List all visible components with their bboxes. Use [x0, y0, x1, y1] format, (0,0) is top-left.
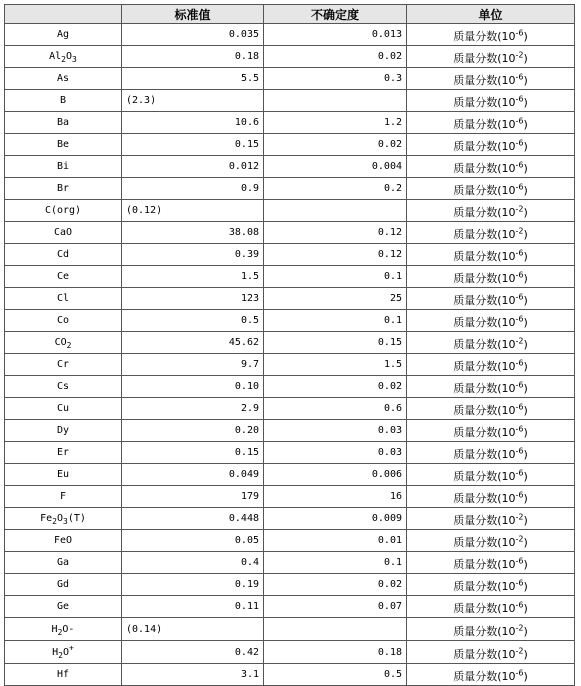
- unit-exponent: -6: [515, 182, 524, 192]
- cell-element: Cl: [5, 288, 122, 310]
- cell-uncertainty: 1.5: [264, 354, 407, 376]
- unit-exponent: -2: [515, 226, 524, 236]
- cell-standard-value: 0.18: [122, 46, 264, 68]
- cell-uncertainty: 0.2: [264, 178, 407, 200]
- unit-exponent: -6: [515, 314, 524, 324]
- cell-uncertainty: 0.02: [264, 376, 407, 398]
- cell-unit: 质量分数$(10^{-6})$: [407, 442, 575, 464]
- unit-exponent: -6: [515, 490, 524, 500]
- cell-uncertainty: 0.006: [264, 464, 407, 486]
- cell-element: Eu: [5, 464, 122, 486]
- table-row: [5, 178, 575, 200]
- cell-standard-value: 0.049: [122, 464, 264, 486]
- cell-element: F: [5, 486, 122, 508]
- table-row: [5, 376, 575, 398]
- cell-unit: 质量分数$(10^{-2})$: [407, 222, 575, 244]
- cell-unit: 质量分数$(10^{-2})$: [407, 530, 575, 552]
- cell-element: Gd: [5, 574, 122, 596]
- cell-element: Cr: [5, 354, 122, 376]
- cell-element: C(org): [5, 200, 122, 222]
- cell-uncertainty: 0.1: [264, 266, 407, 288]
- cell-element: B: [5, 90, 122, 112]
- cell-unit: 质量分数$(10^{-6})$: [407, 376, 575, 398]
- unit-exponent: -6: [515, 160, 524, 170]
- cell-unit: 质量分数$(10^{-6})$: [407, 574, 575, 596]
- cell-element: Cs: [5, 376, 122, 398]
- unit-exponent: -2: [515, 204, 524, 214]
- cell-standard-value: 0.15: [122, 442, 264, 464]
- unit-prefix: 质量分数: [453, 272, 498, 285]
- cell-element: Ga: [5, 552, 122, 574]
- table-row: [5, 641, 575, 664]
- cell-standard-value: 0.5: [122, 310, 264, 332]
- unit-exponent: -6: [515, 28, 524, 38]
- unit-prefix: 质量分数: [453, 294, 498, 307]
- cell-unit: 质量分数$(10^{-2})$: [407, 641, 575, 664]
- unit-exponent: -2: [515, 622, 524, 632]
- cell-uncertainty: 0.02: [264, 46, 407, 68]
- unit-exponent: -6: [515, 668, 524, 678]
- table-row: [5, 486, 575, 508]
- cell-uncertainty: 0.01: [264, 530, 407, 552]
- table-row: [5, 266, 575, 288]
- cell-unit: 质量分数$(10^{-6})$: [407, 112, 575, 134]
- cell-element: Co: [5, 310, 122, 332]
- unit-exponent: -6: [515, 116, 524, 126]
- cell-standard-value: 2.9: [122, 398, 264, 420]
- cell-standard-value: 0.19: [122, 574, 264, 596]
- unit-prefix: 质量分数: [453, 426, 498, 439]
- header-unit: 单位: [407, 5, 575, 24]
- unit-exponent: -6: [515, 94, 524, 104]
- unit-exponent: -6: [515, 446, 524, 456]
- cell-uncertainty: 25: [264, 288, 407, 310]
- cell-element: Dy: [5, 420, 122, 442]
- unit-prefix: 质量分数: [453, 118, 498, 131]
- table-row: [5, 574, 575, 596]
- table-row: [5, 46, 575, 68]
- cell-unit: 质量分数$(10^{-6})$: [407, 398, 575, 420]
- unit-exponent: -6: [515, 358, 524, 368]
- unit-exponent: -6: [515, 424, 524, 434]
- unit-prefix: 质量分数: [453, 492, 498, 505]
- cell-element: $Fe_2O_3(T)$: [5, 508, 122, 530]
- table-row: [5, 288, 575, 310]
- unit-exponent: -6: [515, 292, 524, 302]
- cell-unit: 质量分数$(10^{-2})$: [407, 332, 575, 354]
- cell-element: Bi: [5, 156, 122, 178]
- table-row: [5, 596, 575, 618]
- cell-uncertainty: 0.15: [264, 332, 407, 354]
- unit-prefix: 质量分数: [453, 602, 498, 615]
- cell-uncertainty: 16: [264, 486, 407, 508]
- cell-unit: 质量分数$(10^{-6})$: [407, 310, 575, 332]
- table-row: [5, 24, 575, 46]
- cell-unit: 质量分数$(10^{-6})$: [407, 464, 575, 486]
- unit-exponent: -2: [515, 512, 524, 522]
- unit-prefix: 质量分数: [453, 647, 498, 661]
- cell-standard-value: 10.6: [122, 112, 264, 134]
- reference-values-table: [4, 4, 575, 686]
- cell-element: Cu: [5, 398, 122, 420]
- cell-element: Er: [5, 442, 122, 464]
- cell-element: Br: [5, 178, 122, 200]
- unit-prefix: 质量分数: [453, 140, 498, 153]
- unit-prefix: 质量分数: [453, 74, 498, 87]
- cell-unit: 质量分数$(10^{-6})$: [407, 24, 575, 46]
- cell-unit: 质量分数$(10^{-6})$: [407, 420, 575, 442]
- unit-exponent: -6: [515, 402, 524, 412]
- cell-standard-value: 0.05: [122, 530, 264, 552]
- cell-standard-value: 3.1: [122, 664, 264, 686]
- table-row: [5, 112, 575, 134]
- table-row: [5, 530, 575, 552]
- cell-standard-value: (0.12): [122, 200, 264, 222]
- cell-uncertainty: 0.004: [264, 156, 407, 178]
- cell-standard-value: 38.08: [122, 222, 264, 244]
- cell-element: $CO_2$: [5, 332, 122, 354]
- unit-prefix: 质量分数: [453, 558, 498, 571]
- cell-element: Ge: [5, 596, 122, 618]
- unit-exponent: -6: [515, 556, 524, 566]
- table-row: [5, 398, 575, 420]
- unit-prefix: 质量分数: [453, 316, 498, 329]
- unit-exponent: -6: [515, 600, 524, 610]
- table-row: [5, 420, 575, 442]
- table-row: [5, 244, 575, 266]
- unit-prefix: 质量分数: [453, 470, 498, 483]
- header-uncertainty: 不确定度: [264, 5, 407, 24]
- unit-exponent: -6: [515, 138, 524, 148]
- cell-standard-value: 0.035: [122, 24, 264, 46]
- unit-prefix: 质量分数: [453, 162, 498, 175]
- header-standard-value: 标准值: [122, 5, 264, 24]
- cell-standard-value: 179: [122, 486, 264, 508]
- cell-standard-value: 45.62: [122, 332, 264, 354]
- cell-uncertainty: 0.009: [264, 508, 407, 530]
- cell-standard-value: (2.3): [122, 90, 264, 112]
- cell-unit: 质量分数$(10^{-6})$: [407, 552, 575, 574]
- unit-exponent: -6: [515, 270, 524, 280]
- unit-prefix: 质量分数: [453, 404, 498, 417]
- cell-uncertainty: 0.18: [264, 641, 407, 664]
- cell-uncertainty: [264, 200, 407, 222]
- header-row: [5, 5, 575, 24]
- cell-element: Be: [5, 134, 122, 156]
- unit-prefix: 质量分数: [453, 96, 498, 109]
- cell-uncertainty: 0.6: [264, 398, 407, 420]
- unit-exponent: -6: [515, 248, 524, 258]
- cell-unit: 质量分数$(10^{-6})$: [407, 596, 575, 618]
- cell-standard-value: 0.10: [122, 376, 264, 398]
- unit-prefix: 质量分数: [453, 228, 498, 241]
- cell-uncertainty: 0.12: [264, 244, 407, 266]
- cell-unit: 质量分数$(10^{-2})$: [407, 46, 575, 68]
- cell-unit: 质量分数$(10^{-6})$: [407, 90, 575, 112]
- table-row: [5, 200, 575, 222]
- cell-element: $Al_2O_3$: [5, 46, 122, 68]
- unit-prefix: 质量分数: [453, 360, 498, 373]
- cell-unit: 质量分数$(10^{-6})$: [407, 354, 575, 376]
- cell-uncertainty: 0.1: [264, 552, 407, 574]
- unit-exponent: -6: [515, 380, 524, 390]
- cell-element: $H_2O-$: [5, 618, 122, 641]
- cell-standard-value: 123: [122, 288, 264, 310]
- unit-prefix: 质量分数: [453, 184, 498, 197]
- cell-unit: 质量分数$(10^{-6})$: [407, 664, 575, 686]
- cell-unit: 质量分数$(10^{-6})$: [407, 68, 575, 90]
- cell-uncertainty: [264, 618, 407, 641]
- cell-element: Ag: [5, 24, 122, 46]
- cell-unit: 质量分数$(10^{-6})$: [407, 486, 575, 508]
- table-row: [5, 332, 575, 354]
- cell-uncertainty: 0.1: [264, 310, 407, 332]
- unit-exponent: -2: [515, 50, 524, 60]
- unit-exponent: -6: [515, 578, 524, 588]
- cell-uncertainty: 0.02: [264, 574, 407, 596]
- table-row: [5, 442, 575, 464]
- cell-standard-value: 0.15: [122, 134, 264, 156]
- unit-prefix: 质量分数: [453, 338, 498, 351]
- unit-prefix: 质量分数: [453, 448, 498, 461]
- cell-standard-value: 0.42: [122, 641, 264, 664]
- cell-uncertainty: 1.2: [264, 112, 407, 134]
- cell-uncertainty: 0.02: [264, 134, 407, 156]
- unit-prefix: 质量分数: [453, 624, 498, 638]
- cell-uncertainty: 0.5: [264, 664, 407, 686]
- cell-uncertainty: 0.03: [264, 442, 407, 464]
- table-row: [5, 508, 575, 530]
- unit-prefix: 质量分数: [453, 670, 498, 683]
- cell-standard-value: (0.14): [122, 618, 264, 641]
- cell-standard-value: 0.9: [122, 178, 264, 200]
- table-body: [5, 24, 575, 686]
- table-row: [5, 222, 575, 244]
- table-row: [5, 464, 575, 486]
- cell-standard-value: 5.5: [122, 68, 264, 90]
- cell-uncertainty: 0.3: [264, 68, 407, 90]
- cell-uncertainty: 0.03: [264, 420, 407, 442]
- unit-prefix: 质量分数: [453, 580, 498, 593]
- cell-unit: 质量分数$(10^{-6})$: [407, 244, 575, 266]
- table-row: [5, 90, 575, 112]
- cell-standard-value: 0.4: [122, 552, 264, 574]
- cell-unit: 质量分数$(10^{-6})$: [407, 134, 575, 156]
- cell-standard-value: 0.20: [122, 420, 264, 442]
- unit-prefix: 质量分数: [453, 30, 498, 43]
- unit-exponent: -2: [515, 645, 524, 655]
- unit-exponent: -6: [515, 468, 524, 478]
- cell-unit: 质量分数$(10^{-6})$: [407, 156, 575, 178]
- cell-standard-value: 9.7: [122, 354, 264, 376]
- unit-exponent: -2: [515, 336, 524, 346]
- cell-standard-value: 0.11: [122, 596, 264, 618]
- cell-standard-value: 0.012: [122, 156, 264, 178]
- table-row: [5, 618, 575, 641]
- cell-element: Hf: [5, 664, 122, 686]
- unit-prefix: 质量分数: [453, 206, 498, 219]
- cell-element: As: [5, 68, 122, 90]
- cell-standard-value: 0.448: [122, 508, 264, 530]
- cell-element: $H_2O^+$: [5, 641, 122, 664]
- unit-prefix: 质量分数: [453, 52, 498, 65]
- cell-standard-value: 0.39: [122, 244, 264, 266]
- header-element: [5, 5, 122, 24]
- cell-unit: 质量分数$(10^{-2})$: [407, 200, 575, 222]
- cell-uncertainty: [264, 90, 407, 112]
- cell-element: FeO: [5, 530, 122, 552]
- table-row: [5, 156, 575, 178]
- unit-prefix: 质量分数: [453, 250, 498, 263]
- cell-unit: 质量分数$(10^{-6})$: [407, 178, 575, 200]
- table-row: [5, 552, 575, 574]
- cell-standard-value: 1.5: [122, 266, 264, 288]
- table-row: [5, 664, 575, 686]
- table-row: [5, 134, 575, 156]
- cell-element: Ba: [5, 112, 122, 134]
- cell-element: Cd: [5, 244, 122, 266]
- unit-exponent: -2: [515, 534, 524, 544]
- unit-prefix: 质量分数: [453, 514, 498, 527]
- cell-unit: 质量分数$(10^{-6})$: [407, 266, 575, 288]
- unit-prefix: 质量分数: [453, 536, 498, 549]
- cell-unit: 质量分数$(10^{-2})$: [407, 618, 575, 641]
- table-row: [5, 68, 575, 90]
- cell-uncertainty: 0.07: [264, 596, 407, 618]
- cell-element: Ce: [5, 266, 122, 288]
- table-row: [5, 354, 575, 376]
- cell-unit: 质量分数$(10^{-2})$: [407, 508, 575, 530]
- unit-exponent: -6: [515, 72, 524, 82]
- cell-unit: 质量分数$(10^{-6})$: [407, 288, 575, 310]
- cell-uncertainty: 0.12: [264, 222, 407, 244]
- unit-prefix: 质量分数: [453, 382, 498, 395]
- table-row: [5, 310, 575, 332]
- cell-element: CaO: [5, 222, 122, 244]
- cell-uncertainty: 0.013: [264, 24, 407, 46]
